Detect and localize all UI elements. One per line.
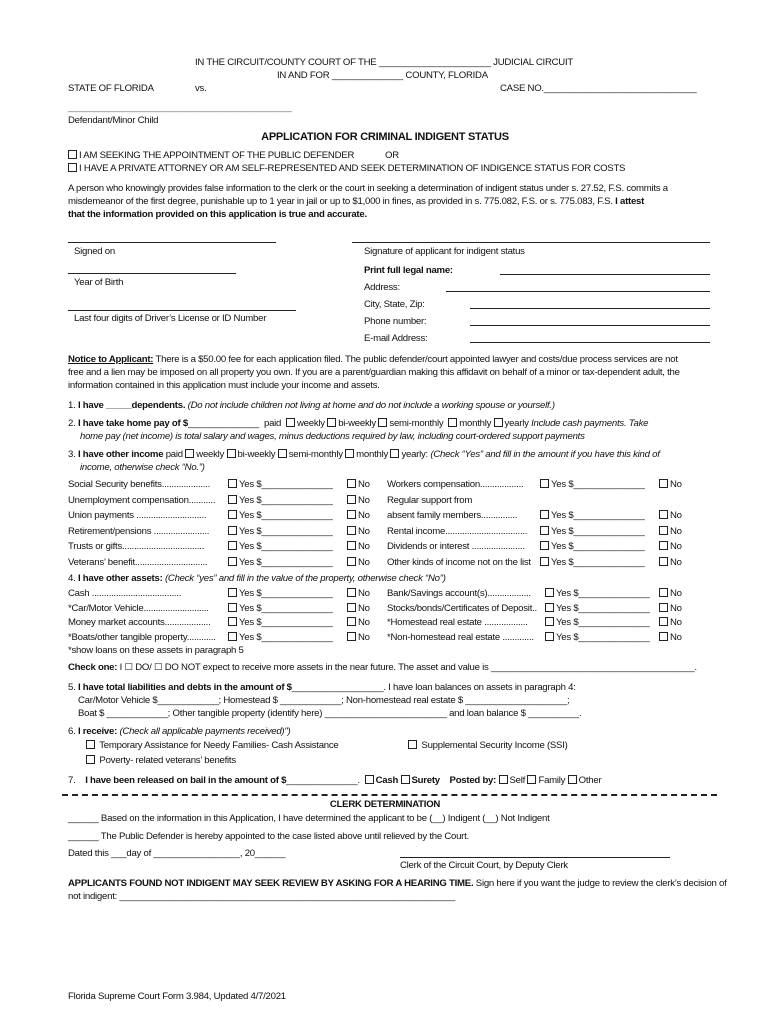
checkbox-icon (401, 775, 410, 784)
no-option[interactable]: No (347, 603, 370, 614)
checkbox-icon[interactable] (347, 479, 356, 488)
warning-line1: A person who knowingly provides false information to the clerk or the court in seeking a determination of indigent status under s. 27.52, F.S. commits a (68, 183, 668, 194)
item-label: Bank/Savings account(s).................. (387, 588, 531, 599)
city-label: City, State, Zip: (364, 299, 425, 310)
clerk-signature-label: Clerk of the Circuit Court, by Deputy Clerk (400, 860, 568, 871)
case-number-field[interactable]: CASE NO.______________________________ (500, 83, 697, 94)
checkbox-icon[interactable] (347, 617, 356, 626)
no-option[interactable]: No (347, 495, 370, 506)
no-option[interactable]: No (347, 588, 370, 599)
checkbox-icon (86, 755, 95, 764)
item-label: *Car/Motor Vehicle........................... (68, 602, 209, 614)
notice-line3: information contained in this application must include your income and assets. (68, 380, 380, 391)
loan-balances-line2[interactable]: Boat $ ____________; Other tangible property (identify here) ________________________ and loan balance $ __________. (78, 708, 582, 719)
email-line[interactable] (470, 342, 710, 343)
no-option[interactable]: No (347, 557, 370, 568)
print-name-line[interactable] (500, 274, 710, 275)
signed-on-label: Signed on (74, 246, 115, 257)
no-option[interactable]: No (659, 588, 682, 599)
email-label: E-mail Address: (364, 333, 428, 344)
yes-amount-option[interactable]: Yes $______________ (228, 526, 333, 537)
checkbox-icon[interactable] (347, 603, 356, 612)
checkbox-icon (278, 449, 287, 458)
item-label: *Non-homestead real estate ............. (387, 631, 534, 643)
yes-amount-option[interactable]: Yes $______________ (545, 632, 650, 643)
checkbox-icon[interactable] (545, 617, 554, 626)
checkbox-icon (227, 449, 236, 458)
checkbox-icon[interactable] (545, 632, 554, 641)
checkbox-icon (568, 775, 577, 784)
item-label: Trusts or gifts.................................. (68, 541, 205, 552)
checkbox-icon[interactable] (347, 510, 356, 519)
checkbox-icon[interactable] (659, 526, 668, 535)
yes-amount-option[interactable]: Yes $______________ (228, 495, 333, 506)
address-line[interactable] (446, 291, 710, 292)
no-option[interactable]: No (659, 541, 682, 552)
checkbox-icon (185, 449, 194, 458)
checkbox-icon[interactable] (659, 632, 668, 641)
item-label: Rental income.................................. (387, 525, 528, 537)
checkbox-icon (327, 418, 336, 427)
court-header-line1: IN THE CIRCUIT/COUNTY COURT OF THE ______________________ JUDICIAL CIRCUIT (195, 57, 574, 68)
license-label: Last four digits of Driver’s License or ID Number (74, 313, 267, 324)
checkbox-icon[interactable] (228, 495, 237, 504)
year-of-birth-line[interactable] (68, 273, 236, 274)
no-option[interactable]: No (347, 510, 370, 521)
checkbox-icon (286, 418, 295, 427)
checkbox-icon[interactable] (347, 632, 356, 641)
checkbox-icon (378, 418, 387, 427)
review-signature-line[interactable]: not indigent: __________________________________________________________________ (68, 891, 456, 902)
no-option[interactable]: No (347, 526, 370, 537)
item-label: Money market accounts................... (68, 617, 211, 628)
item-label: absent family members............... (387, 510, 518, 521)
no-option[interactable]: No (659, 632, 682, 643)
item-label: Workers compensation.................. (387, 479, 524, 490)
phone-line[interactable] (470, 325, 710, 326)
phone-label: Phone number: (364, 316, 427, 327)
yes-amount-option[interactable]: Yes $______________ (228, 617, 333, 628)
checkbox-icon (527, 775, 536, 784)
checkbox-icon[interactable] (228, 510, 237, 519)
no-option[interactable]: No (659, 510, 682, 521)
public-defender-appointed-line[interactable]: ______ The Public Defender is hereby appointed to the case listed above until relieved by the Court. (68, 831, 469, 842)
no-option[interactable]: No (347, 541, 370, 552)
warning-line2: misdemeanor of the first degree, punishable up to 1 year in jail or up to $1,000 in fines, as provided in s. 775.082, F.S. or s. 775.083, F.S. I attest (68, 196, 645, 207)
checkbox-icon[interactable] (68, 150, 77, 159)
item-label: Retirement/pensions ....................... (68, 525, 210, 537)
option-ssi[interactable]: Supplemental Security Income (SSI) (408, 740, 568, 751)
item-label: Cash ..................................... (68, 588, 182, 599)
checkbox-icon (408, 740, 417, 749)
question-liabilities[interactable]: 5. I have total liabilities and debts in the amount of $__________________. I have loan balances on assets in paragraph 4: (68, 682, 576, 693)
option-private-attorney[interactable]: I HAVE A PRIVATE ATTORNEY OR AM SELF-REPRESENTED AND SEEK DETERMINATION OF INDIGENCE STATUS FOR COSTS (68, 163, 625, 174)
item-label: Regular support from (387, 494, 473, 506)
yes-amount-option[interactable]: Yes $______________ (540, 479, 645, 490)
checkbox-icon[interactable] (347, 526, 356, 535)
checkbox-icon[interactable] (659, 617, 668, 626)
city-line[interactable] (470, 308, 710, 309)
yes-amount-option[interactable]: Yes $______________ (228, 479, 333, 490)
checkbox-icon[interactable] (659, 603, 668, 612)
yes-amount-option[interactable]: Yes $______________ (540, 526, 645, 537)
checkbox-icon[interactable] (228, 479, 237, 488)
checkbox-icon (390, 449, 399, 458)
question-other-income[interactable]: 3. I have other income paid weekly bi-weekly semi-monthly monthly yearly: (Check “Yes” and fill in the amount if you have this kind of (68, 449, 660, 460)
license-line[interactable] (68, 310, 296, 311)
checkbox-icon[interactable] (540, 557, 549, 566)
checkbox-icon[interactable] (228, 557, 237, 566)
option-veterans[interactable]: Poverty- related veterans’ benefits (86, 755, 236, 766)
item-label: *Homestead real estate .................. (387, 617, 528, 628)
section-divider (62, 794, 717, 796)
check-one-row[interactable]: Check one: I ☐ DO/ ☐ DO NOT expect to receive more assets in the near future. The asset and value is ________________________________________. (68, 662, 697, 673)
signed-on-line[interactable] (68, 242, 276, 243)
checkbox-icon[interactable] (347, 588, 356, 597)
checkbox-icon[interactable] (68, 163, 77, 172)
item-label: Stocks/bonds/Certificates of Deposit.. (387, 602, 537, 614)
item-label: *Boats/other tangible property............ (68, 631, 216, 643)
notice-line2: free and a lien may be imposed on all property you own. If you are a parent/guardian making this affidavit on behalf of a minor or tax-dependent adult, the (68, 367, 680, 378)
yes-amount-option[interactable]: Yes $______________ (228, 541, 333, 552)
year-of-birth-label: Year of Birth (74, 277, 124, 288)
notice-line1: Notice to Applicant: There is a $50.00 fee for each application filed. The public defender/court appointed lawyer and costs/due process services are not (68, 354, 678, 365)
option-public-defender[interactable]: I AM SEEKING THE APPOINTMENT OF THE PUBLIC DEFENDER (68, 150, 354, 161)
loan-balances-line1[interactable]: Car/Motor Vehicle $____________; Homestead $ ____________; Non-homestead real estate $ ____________________; (78, 695, 570, 706)
yes-amount-option[interactable]: Yes $______________ (228, 632, 333, 643)
checkbox-icon[interactable] (545, 603, 554, 612)
clerk-determination-line[interactable]: ______ Based on the information in this Application, I have determined the applicant to be (__) Indigent (__) Not Indigent (68, 813, 550, 824)
question-bail[interactable]: 7. I have been released on bail in the amount of $______________. Cash Surety Posted by: Self Family Other (68, 775, 602, 786)
item-label: Veterans’ benefit.............................. (68, 556, 208, 568)
applicant-signature-label: Signature of applicant for indigent status (364, 246, 525, 257)
review-line1: APPLICANTS FOUND NOT INDIGENT MAY SEEK REVIEW BY ASKING FOR A HEARING TIME. Sign here if you want the judge to review the clerk’s decision of (68, 878, 727, 889)
clerk-title: CLERK DETERMINATION (329, 799, 441, 810)
item-label: Other kinds of income not on the list (387, 556, 531, 568)
checkbox-icon (86, 740, 95, 749)
no-option[interactable]: No (659, 479, 682, 490)
no-option[interactable]: No (347, 479, 370, 490)
checkbox-icon[interactable] (347, 495, 356, 504)
checkbox-icon (448, 418, 457, 427)
address-label: Address: (364, 282, 400, 293)
no-option[interactable]: No (659, 617, 682, 628)
question-receive: 6. I receive: (Check all applicable payments received)") (68, 726, 291, 737)
checkbox-icon[interactable] (659, 541, 668, 550)
court-header-line2: IN AND FOR ______________ COUNTY, FLORIDA (277, 70, 488, 81)
checkbox-icon[interactable] (659, 557, 668, 566)
no-option[interactable]: No (659, 603, 682, 614)
warning-line3: that the information provided on this application is true and accurate. (68, 209, 367, 220)
checkbox-icon[interactable] (540, 526, 549, 535)
form-title: APPLICATION FOR CRIMINAL INDIGENT STATUS (261, 131, 509, 143)
dated-line[interactable]: Dated this ___day of _________________, 20______ (68, 848, 286, 859)
checkbox-icon[interactable] (659, 588, 668, 597)
checkbox-icon (494, 418, 503, 427)
yes-amount-option[interactable]: Yes $______________ (540, 510, 645, 521)
checkbox-icon[interactable] (347, 557, 356, 566)
defendant-name-field[interactable]: ____________________________________________ (68, 102, 292, 113)
print-name-label: Print full legal name: (364, 265, 453, 276)
checkbox-icon[interactable] (228, 588, 237, 597)
checkbox-icon[interactable] (228, 603, 237, 612)
checkbox-icon[interactable] (659, 479, 668, 488)
checkbox-icon[interactable] (228, 526, 237, 535)
no-option[interactable]: No (347, 617, 370, 628)
yes-amount-option[interactable]: Yes $______________ (540, 541, 645, 552)
checkbox-icon (499, 775, 508, 784)
applicant-signature-line[interactable] (352, 242, 710, 243)
checkbox-icon[interactable] (228, 617, 237, 626)
other-income-note: income, otherwise check “No.”) (80, 462, 205, 473)
checkbox-icon[interactable] (540, 479, 549, 488)
question-take-home-pay[interactable]: 2. I have take home pay of $______________ paid weekly bi-weekly semi-monthly monthly yearly Include cash payments. Take (68, 418, 649, 429)
item-label: Dividends or interest ...................... (387, 541, 525, 552)
checkbox-icon[interactable] (347, 541, 356, 550)
no-option[interactable]: No (659, 526, 682, 537)
yes-amount-option[interactable]: Yes $______________ (228, 557, 333, 568)
checkbox-icon[interactable] (540, 541, 549, 550)
defendant-label: Defendant/Minor Child (68, 115, 159, 126)
no-option[interactable]: No (347, 632, 370, 643)
checkbox-icon[interactable] (540, 510, 549, 519)
state-label: STATE OF FLORIDA (68, 83, 154, 94)
yes-amount-option[interactable]: Yes $______________ (228, 603, 333, 614)
item-label: Unemployment compensation........... (68, 494, 216, 506)
item-label: Union payments ............................. (68, 510, 207, 521)
yes-amount-option[interactable]: Yes $______________ (545, 617, 650, 628)
checkbox-icon[interactable] (228, 541, 237, 550)
checkbox-icon (365, 775, 374, 784)
yes-amount-option[interactable]: Yes $______________ (545, 588, 650, 599)
option-tanf[interactable]: Temporary Assistance for Needy Families- Cash Assistance (86, 740, 339, 751)
question-dependents[interactable]: 1. I have _____dependents. (Do not include children not living at home and do not include a working spouse or yourself.) (68, 400, 555, 411)
assets-footnote: *show loans on these assets in paragraph 5 (68, 645, 244, 656)
checkbox-icon (345, 449, 354, 458)
checkbox-icon[interactable] (228, 632, 237, 641)
yes-amount-option[interactable]: Yes $______________ (540, 557, 645, 568)
yes-amount-option[interactable]: Yes $______________ (228, 588, 333, 599)
checkbox-icon[interactable] (545, 588, 554, 597)
no-option[interactable]: No (659, 557, 682, 568)
question-other-assets: 4. I have other assets: (Check “yes” and fill in the value of the property, otherwise check “No”) (68, 573, 446, 584)
or-label: OR (385, 150, 399, 161)
yes-amount-option[interactable]: Yes $______________ (545, 603, 650, 614)
item-label: Social Security benefits.................... (68, 479, 211, 490)
take-home-pay-note: home pay (net income) is total salary and wages, minus deductions required by law, including court-ordered support payments (80, 431, 585, 442)
yes-amount-option[interactable]: Yes $______________ (228, 510, 333, 521)
clerk-signature-line[interactable] (400, 857, 670, 858)
checkbox-icon[interactable] (659, 510, 668, 519)
form-footer: Florida Supreme Court Form 3.984, Updated 4/7/2021 (68, 991, 286, 1002)
vs-label: vs. (195, 83, 207, 94)
